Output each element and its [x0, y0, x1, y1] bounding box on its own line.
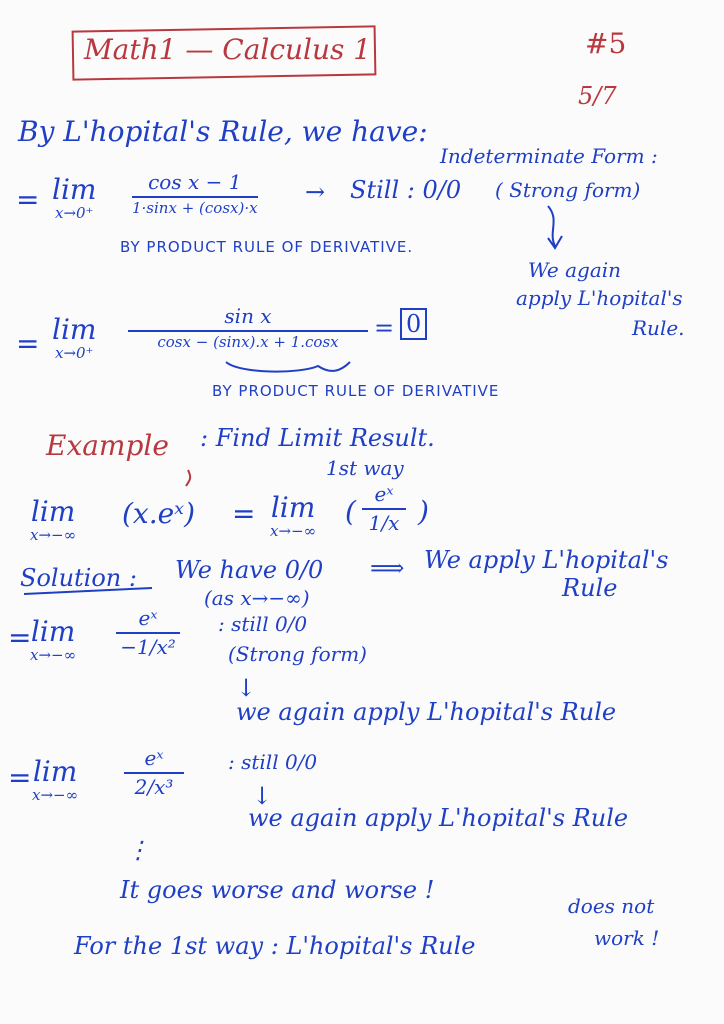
- step3-again: we again apply L'hopital's Rule: [236, 698, 617, 726]
- we-have-note: We have 0/0: [175, 556, 324, 584]
- product-rule-note-2: BY PRODUCT RULE OF DERIVATIVE: [212, 382, 500, 400]
- solution-underline-icon: [24, 588, 152, 594]
- intro-line: By L'hopital's Rule, we have:: [18, 115, 428, 148]
- step4-again: we again apply L'hopital's Rule: [248, 804, 629, 832]
- step4-still: : still 0/0: [228, 750, 318, 774]
- lim-subscript: x→−∞: [30, 526, 77, 544]
- step3-strong-form: (Strong form): [228, 642, 367, 666]
- numerator: eˣ: [138, 606, 158, 630]
- example-underline-icon: [186, 470, 190, 486]
- step4-equals: =: [8, 761, 32, 794]
- lim-subscript: x→−∞: [270, 522, 317, 540]
- denominator: 2/x³: [134, 775, 174, 799]
- apply-note-2: Rule: [562, 574, 618, 602]
- implies-arrow: ⟹: [370, 554, 405, 582]
- example-equals: =: [232, 497, 256, 530]
- numerator: sin x: [224, 304, 272, 328]
- lim-subscript: x→0⁺: [54, 204, 94, 222]
- lim-symbol: lim: [52, 173, 97, 206]
- step3-still: : still 0/0: [218, 612, 308, 636]
- first-way-label: 1st way: [326, 456, 404, 480]
- again-note-2: apply L'hopital's: [516, 286, 683, 310]
- step1-strong-form: ( Strong form): [495, 178, 641, 202]
- apply-note-1: We apply L'hopital's: [424, 546, 669, 574]
- step3-equals: =: [8, 621, 32, 654]
- example-label: Example: [46, 429, 169, 462]
- denominator: −1/x²: [120, 635, 176, 659]
- product-rule-note-1: BY PRODUCT RULE OF DERIVATIVE.: [120, 238, 414, 256]
- paren-close: ): [418, 495, 429, 528]
- problem-number: #5: [585, 27, 627, 60]
- step3-down-arrow: ↓: [236, 674, 257, 702]
- page-title: Math1 — Calculus 1: [84, 33, 372, 66]
- lim-subscript: x→−∞: [30, 646, 77, 664]
- page-number: 5/7: [578, 82, 617, 110]
- solution-label: Solution :: [20, 564, 137, 592]
- lim-subscript: x→−∞: [32, 786, 79, 804]
- numerator: eˣ: [374, 482, 394, 506]
- lim-symbol: lim: [52, 313, 97, 346]
- lim-symbol: lim: [270, 491, 316, 524]
- lim-symbol: lim: [30, 615, 76, 648]
- final-note-work: work !: [594, 926, 660, 950]
- step1-still: Still : 0/0: [350, 176, 462, 204]
- final-note-does-not: does not: [568, 894, 655, 918]
- worse-note: It goes worse and worse !: [120, 876, 435, 904]
- step1-equals: =: [16, 183, 40, 216]
- paren-open: (: [345, 495, 356, 528]
- denominator: 1·sinx + (cosx)·x: [132, 199, 258, 217]
- lim-subscript: x→0⁺: [54, 344, 94, 362]
- numerator: cos x − 1: [148, 170, 242, 194]
- as-note: (as x→−∞): [204, 586, 310, 610]
- continuation-dots: ⋮: [126, 836, 150, 864]
- curved-arrow-icon: [548, 206, 562, 248]
- indeterminate-form-label: Indeterminate Form :: [440, 144, 658, 168]
- lim-symbol: lim: [32, 755, 78, 788]
- again-note-3: Rule.: [632, 316, 685, 340]
- example-expression: (x.eˣ): [122, 497, 196, 530]
- step2-result-equals: =: [374, 314, 395, 342]
- final-note: For the 1st way : L'hopital's Rule: [74, 932, 476, 960]
- numerator: eˣ: [144, 746, 164, 770]
- again-note-1: We again: [528, 258, 622, 282]
- step1-arrow: →: [305, 178, 326, 206]
- lim-symbol: lim: [30, 495, 76, 528]
- underbrace-icon: [226, 362, 350, 372]
- denominator: cosx − (sinx).x + 1.cosx: [157, 333, 339, 351]
- step2-equals: =: [16, 327, 40, 360]
- boxed-result: 0: [400, 308, 427, 340]
- example-task: : Find Limit Result.: [200, 424, 435, 452]
- step4-down-arrow: ↓: [252, 782, 273, 810]
- denominator: 1/x: [368, 511, 400, 535]
